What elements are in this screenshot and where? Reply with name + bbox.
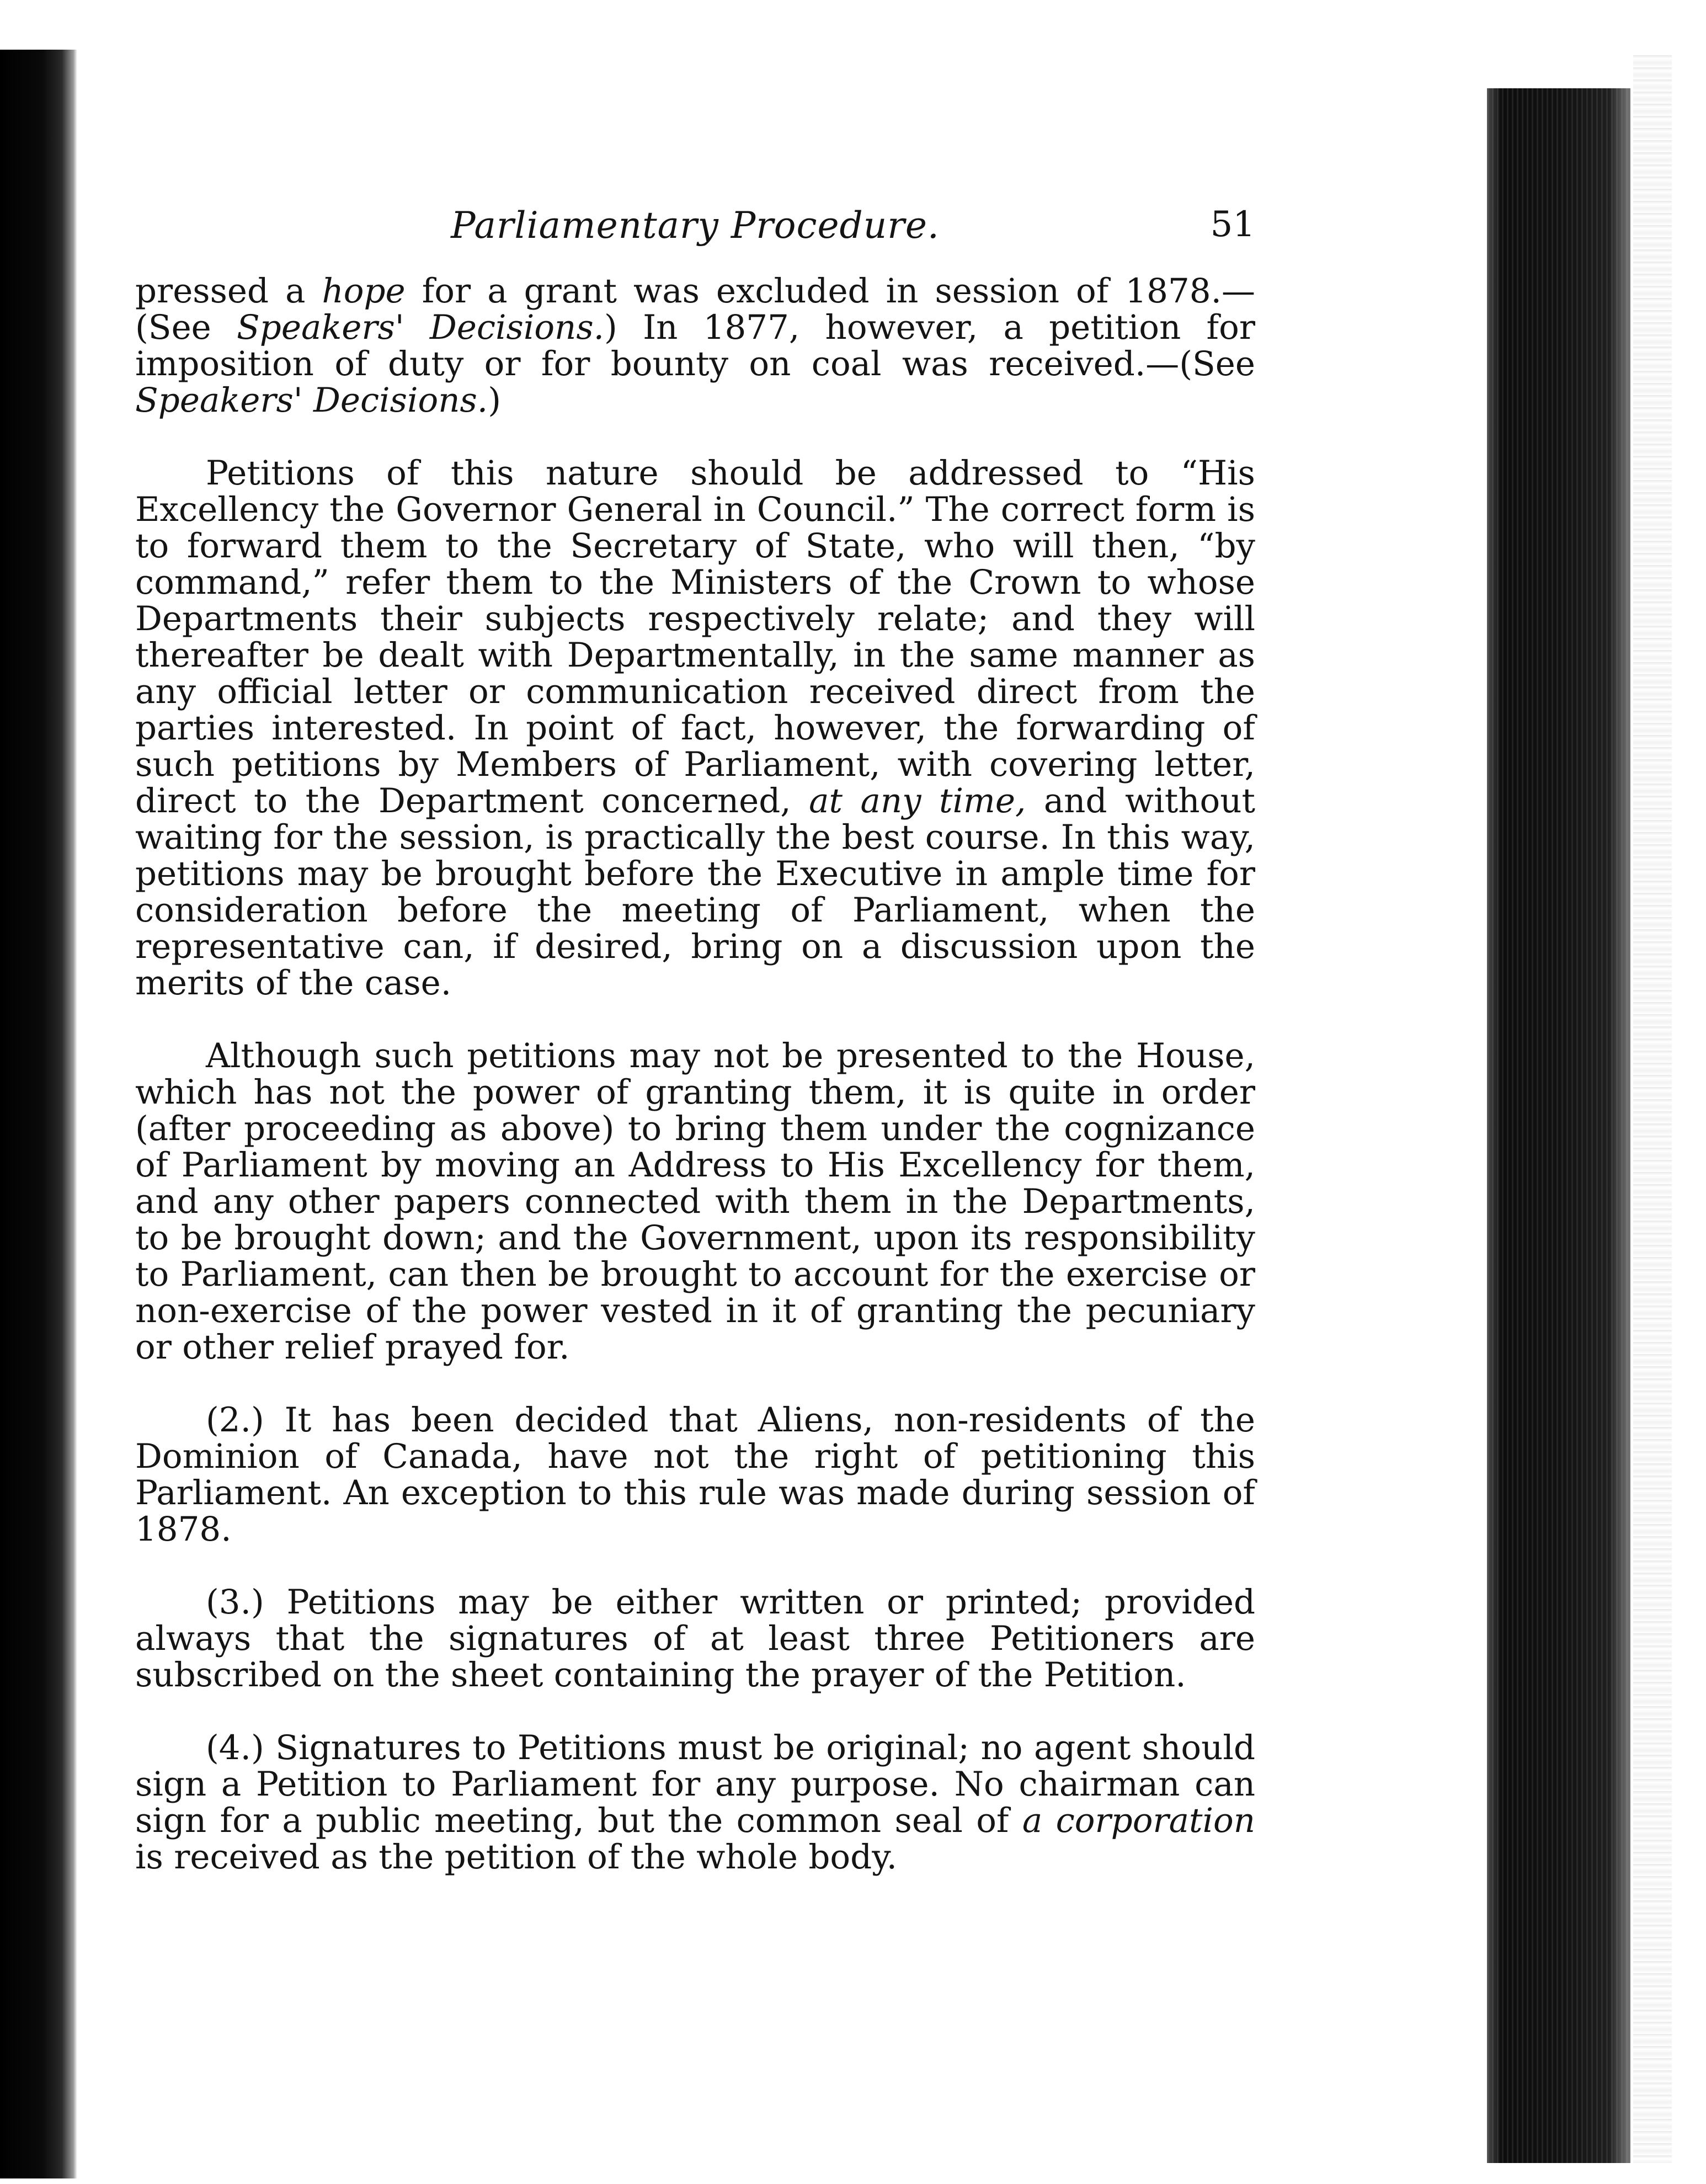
paragraph-petitions-addressed [135,455,1255,1002]
paragraph-continued [135,273,1255,419]
text-run: (3.) Petitions may be either written or printed; provided always that the signatures of at least three Petitioners are subscribed on the sheet containing the prayer of the Petition. [135,1583,1255,1695]
italic-run: a corporation [1022,1801,1255,1840]
paragraph-gap [135,1548,1255,1584]
paragraph-rule-3 [135,1584,1255,1693]
text-run: and without waiting for the session, is practically the best course. In this way, petitions may be brought before the Executive in ample time for consideration before the meeting of Parliament, when the representative can, if desired, bring on a discussion upon the merits of the case. [135,781,1256,1003]
italic-run: Speakers' Decisions. [237,308,605,347]
scan-page-edge [1633,55,1672,2163]
text-run: pressed a [135,271,322,311]
text-run: Petitions of this nature should be addressed to “His Excellency the Governor General in Council.” The correct form is to forward them to the Secretary of State, who will then, “by command,” refer them to the Ministers of the Crown to whose Departments their subjects respectively relate; and they will thereafter be dealt with Departmentally, in the same manner as any official letter or communication received direct from the parties interested. In point of fact, however, the forwarding of such petitions by Members of Parliament, with covering letter, direct to the Department concerned, [135,454,1255,821]
text-run: (4.) Signatures to Petitions must be original; no agent should sign a Petition to Parliament for any purpose. No chairman can sign for a public meeting, but the common seal of [135,1728,1255,1840]
running-head: Parliamentary Procedure. [451,204,940,247]
paragraph-gap [135,1002,1255,1038]
page-header [135,199,1255,254]
text-run: (2.) It has been decided that Aliens, non-residents of the Dominion of Canada, have not the right of petitioning this Parliament. An exception to this rule was made during session of 1878. [135,1400,1255,1549]
scan-binding-shadow-right [1487,88,1630,2163]
text-run: Although such petitions may not be presented to the House, which has not the power of granting them, it is quite in order (after proceeding as above) to bring them under the cognizance of Parliament by moving an Address to His Excellency for them, and any other papers connected with them in the Departments, to be brought down; and the Government, upon its responsibility to Parliament, can then be brought to account for the exercise or non-exercise of the power vested in it of granting the pecuniary or other relief prayed for. [135,1036,1255,1367]
italic-run: Speakers' Decisions. [135,381,488,420]
text-run: ) In 1877, however, a petition for imposition of duty or for bounty on coal was received.—(See [135,308,1255,383]
paragraph-rule-4 [135,1730,1255,1876]
italic-run: at any time, [809,781,1026,821]
text-run: for a grant was excluded in session of 1878.—(See [135,271,1255,347]
paragraph-gap [135,1366,1255,1402]
paragraph-gap [135,1693,1255,1730]
paragraph-rule-2 [135,1402,1255,1548]
italic-run: hope [322,271,406,311]
paragraph-although [135,1038,1255,1366]
page-body [135,273,1255,1876]
page-number: 51 [1210,204,1255,245]
paragraph-gap [135,419,1255,455]
scan-binding-shadow-left [0,50,77,2178]
text-run: ) [488,381,502,420]
text-run: is received as the petition of the whole body. [135,1837,897,1877]
